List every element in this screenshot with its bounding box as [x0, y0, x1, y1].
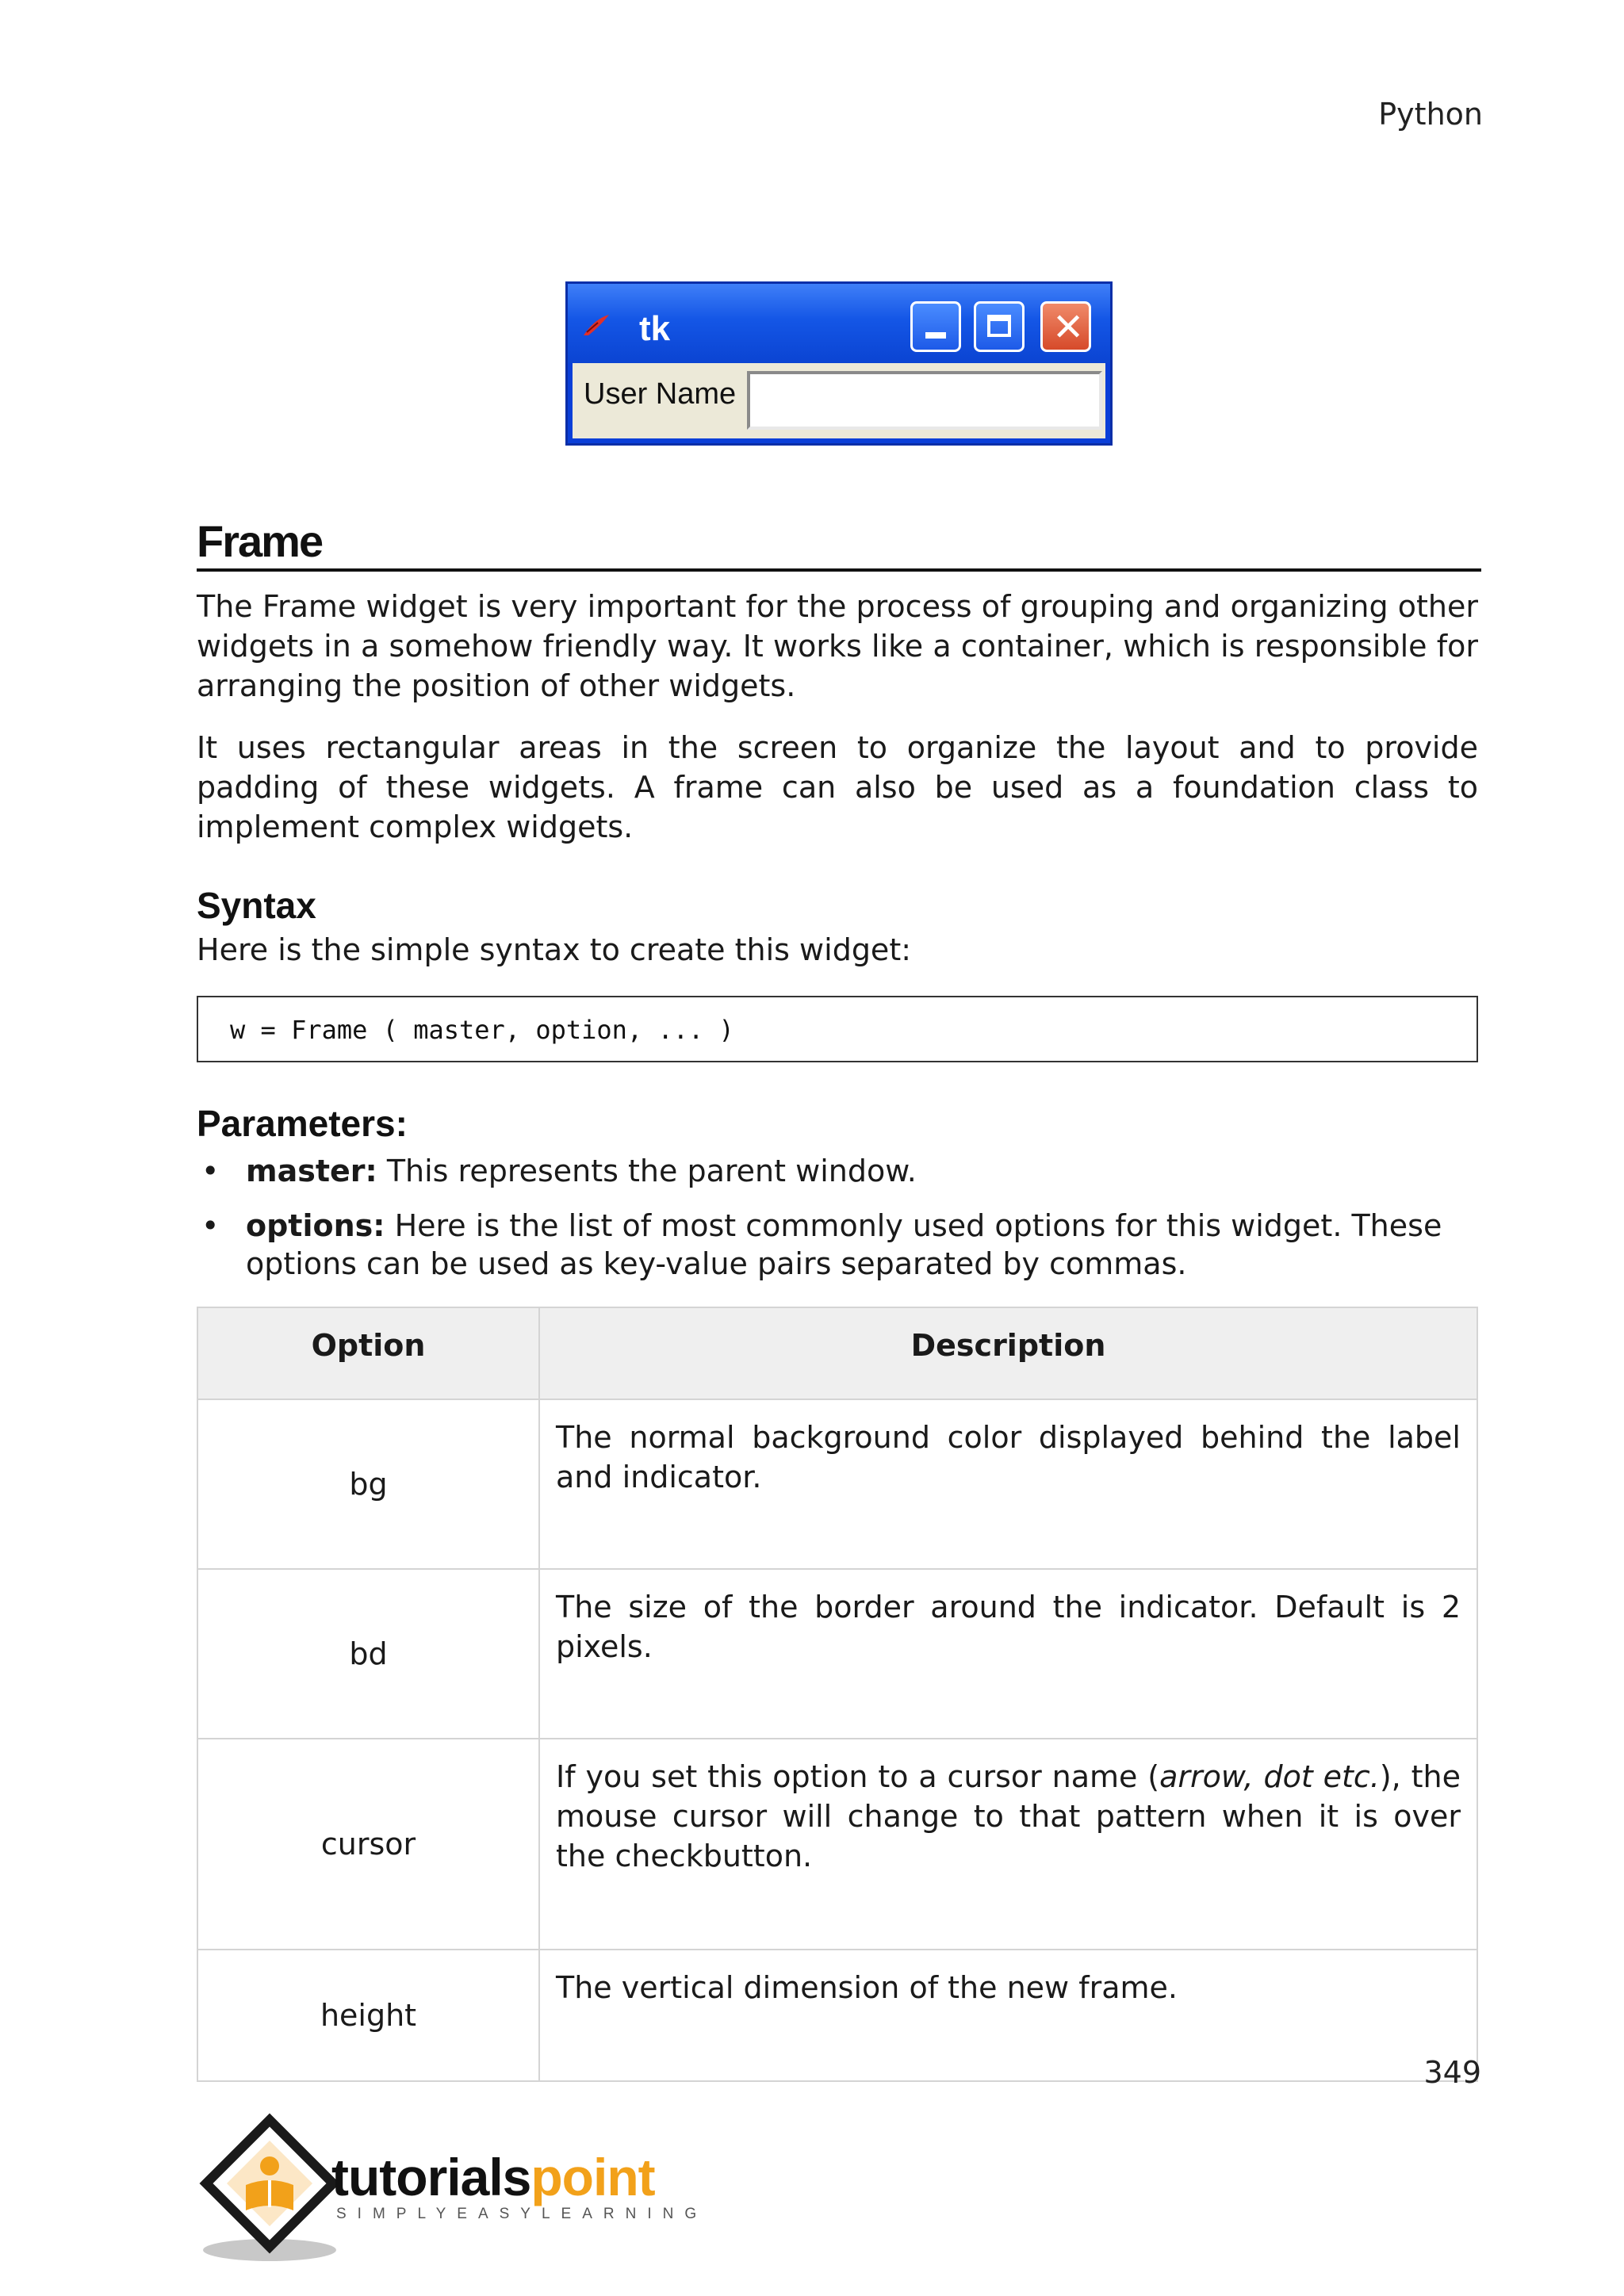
code-text: w = Frame ( master, option, ... ) [230, 1015, 734, 1045]
page-number: 349 [1423, 2055, 1481, 2090]
list-item [201, 1207, 1478, 1283]
logo-wordmark: tutorialspoint [331, 2148, 655, 2206]
close-icon: ✕ [1052, 305, 1085, 350]
column-header-description: Description [539, 1307, 1477, 1399]
options-table [197, 1307, 1478, 2082]
bullet-icon: • [201, 1154, 220, 1188]
bullet-icon: • [201, 1208, 220, 1243]
code-block [197, 996, 1478, 1062]
option-cell: bd [197, 1569, 539, 1739]
table-row [197, 1739, 1477, 1950]
description-text: If you set this option to a cursor name ( [556, 1759, 1160, 1794]
logo-tagline: SIMPLYEASYLEARNING [336, 2206, 708, 2222]
paragraph: The Frame widget is very important for the process of grouping and organizing other widgets in a somehow friendly way. It works like a container, which is responsible for arranging the position of other widgets. [197, 589, 1478, 703]
description-cell [539, 1739, 1477, 1950]
description-emphasis: arrow, dot etc. [1159, 1759, 1380, 1794]
tk-feather-icon [582, 312, 611, 340]
table-row [197, 1399, 1477, 1569]
description-text: ), the mouse cursor will change to that pattern when it is over the checkbutton. [556, 1759, 1461, 1873]
user-name-input[interactable] [747, 371, 1102, 430]
parameter-description: This represents the parent window. [377, 1154, 917, 1188]
minimize-icon [925, 332, 946, 339]
tk-window-title: tk [639, 309, 671, 348]
maximize-icon [987, 315, 1011, 337]
description-cell: The normal background color displayed behind the label and indicator. [539, 1399, 1477, 1569]
section-title: Frame [197, 516, 323, 566]
syntax-intro: Here is the simple syntax to create this widget: [197, 932, 912, 967]
parameter-term: options: [246, 1208, 385, 1243]
tk-window-screenshot [565, 281, 1113, 446]
option-cell: bg [197, 1399, 539, 1569]
tutorialspoint-logo [190, 2109, 708, 2267]
tk-window-body [573, 363, 1105, 438]
parameter-description: Here is the list of most commonly used options for this widget. These options can be used as key-value pairs separated by commas. [246, 1208, 1442, 1281]
maximize-button[interactable] [974, 301, 1025, 352]
paragraph: It uses rectangular areas in the screen to organize the layout and to provide padding of these widgets. A frame can also be used as a foundation class to implement complex widgets. [197, 730, 1478, 844]
option-cell: cursor [197, 1739, 539, 1950]
list-item [201, 1152, 1478, 1190]
user-name-label: User Name [584, 377, 737, 411]
close-button[interactable] [1040, 301, 1091, 352]
description-cell: The vertical dimension of the new frame. [539, 1950, 1477, 2081]
tk-titlebar [568, 284, 1110, 363]
table-header-row [197, 1307, 1477, 1399]
column-header-option: Option [197, 1307, 539, 1399]
parameters-heading: Parameters: [197, 1103, 408, 1144]
table-row [197, 1950, 1477, 2081]
minimize-button[interactable] [910, 301, 961, 352]
syntax-heading: Syntax [197, 885, 316, 926]
option-cell: height [197, 1950, 539, 2081]
table-row [197, 1569, 1477, 1739]
parameter-term: master: [246, 1154, 377, 1188]
logo-diamond-icon [190, 2109, 349, 2267]
running-head: Python [1378, 97, 1483, 132]
section-divider [197, 568, 1481, 572]
description-cell: The size of the border around the indicator. Default is 2 pixels. [539, 1569, 1477, 1739]
